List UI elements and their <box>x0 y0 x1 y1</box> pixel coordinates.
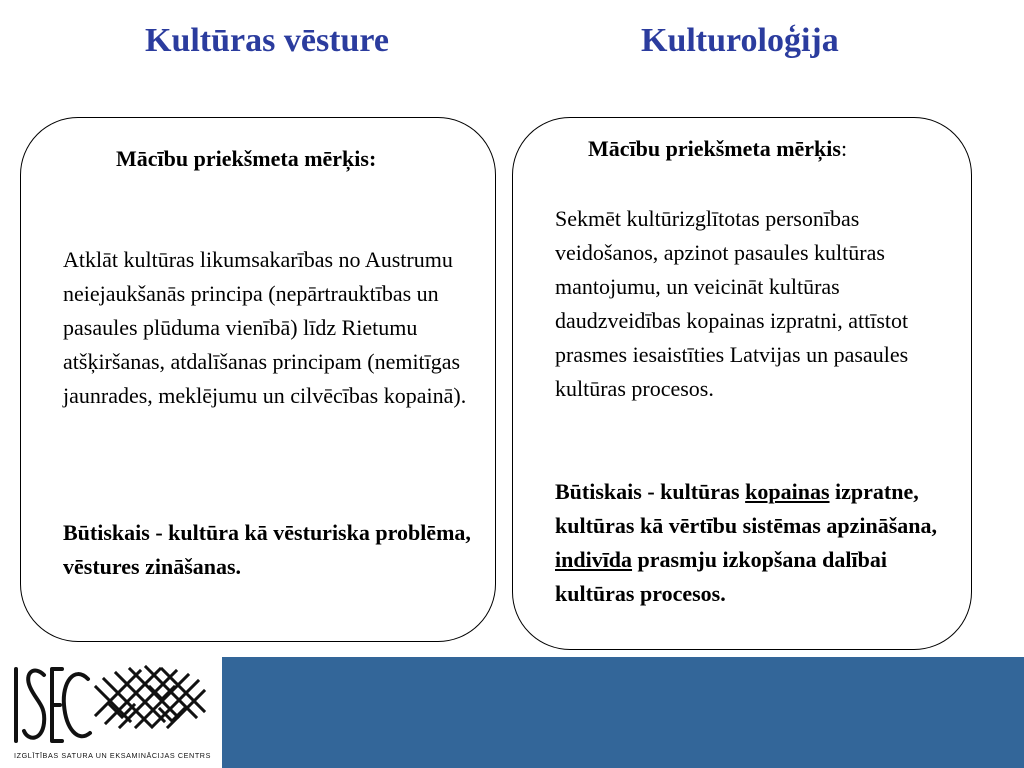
right-box-title <box>588 136 847 162</box>
right-box-title-text: Mācību priekšmeta mērķis <box>588 136 841 161</box>
heading-kulturas-vesture: Kultūras vēsture <box>145 22 389 59</box>
right-content-box <box>512 117 972 650</box>
essential-text-part: izpratne, kultūras kā vērtību sistēmas apzināšana, <box>555 479 938 538</box>
essential-text-part: Būtiskais - kultūras <box>555 479 746 504</box>
right-goal-text: Sekmēt kultūrizglītotas personības veidošanos, apzinot pasaules kultūras mantojumu, un veicināt kultūras daudzveidības kopainas izpratni, attīstot prasmes iesaistīties Latvijas un pasaules kultūras procesos. <box>555 206 909 401</box>
heading-kulturologija: Kulturoloģija <box>641 22 839 59</box>
logo-tagline: IZGLĪTĪBAS SATURA UN EKSAMINĀCIJAS CENTRS <box>14 751 211 760</box>
right-box-title-colon: : <box>840 136 848 161</box>
underlined-term-kopainas: kopainas <box>745 479 830 504</box>
right-essential-text <box>555 475 960 611</box>
essential-text-part: prasmju izkopšana dalībai kultūras procesos. <box>555 547 887 606</box>
left-content-box <box>20 117 496 642</box>
isec-logo <box>0 657 222 768</box>
underlined-term-individa: indivīda <box>555 547 633 572</box>
left-goal-text: Atklāt kultūras likumsakarības no Austrumu neiejaukšanās principa (nepārtrauktības un pasaules plūduma vienībā) līdz Rietumu atšķiršanas, atdalīšanas principam (nemitīgas jaunrades, meklējumu un cilvēcības kopainā). <box>63 247 467 408</box>
left-essential-text: Būtiskais - kultūra kā vēsturiska problēma, vēstures zināšanas. <box>63 520 471 579</box>
left-box-title: Mācību priekšmeta mērķis: <box>116 146 377 171</box>
